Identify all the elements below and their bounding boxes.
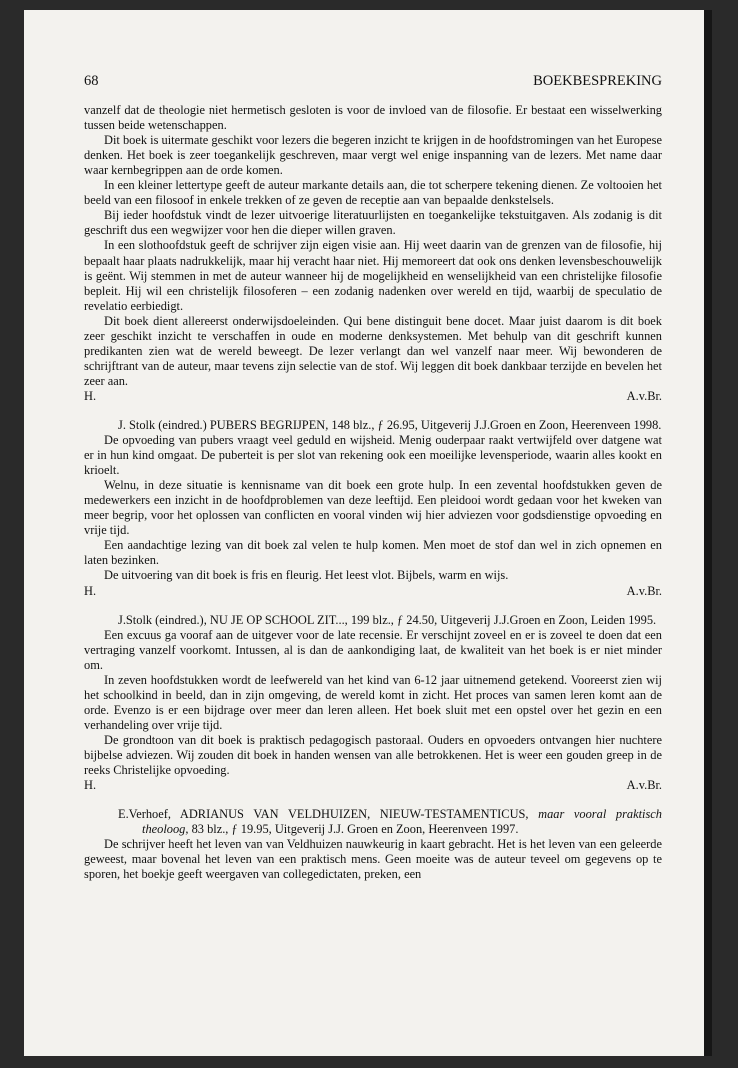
paragraph: Dit boek is uitermate geschikt voor lezers die begeren inzicht te krijgen in de hoofdstromingen van het Europese denken. Het boek is zeer toegankelijk geschreven, maar vergt wel enige inspanning van de lezers. Met name daar waar kernbegrippen aan de orde komen. [84, 133, 662, 178]
reviewer-name: A.v.Br. [626, 778, 662, 793]
review-signature [84, 389, 662, 404]
book-reference [84, 807, 662, 837]
review-signature [84, 778, 662, 793]
paragraph: vanzelf dat de theologie niet hermetisch gesloten is voor de invloed van de filosofie. Er bestaat een wisselwerking tussen beide wetenschappen. [84, 103, 662, 133]
reviewer-initial: H. [84, 388, 97, 403]
book-reference: J.Stolk (eindred.), NU JE OP SCHOOL ZIT..., 199 blz., ƒ 24.50, Uitgeverij J.J.Groen en Zoon, Leiden 1995. [118, 612, 657, 627]
paragraph: De uitvoering van dit boek is fris en fleurig. Het leest vlot. Bijbels, warm en wijs. [104, 568, 509, 583]
paragraph: De opvoeding van pubers vraagt veel geduld en wijsheid. Menig ouderpaar raakt vertwijfeld over datgene wat er in hun kind omgaat. De puberteit is per slot van rekening ook een moeilijke levensperiode, waarin alles kookt en krioelt. [84, 433, 662, 478]
reviewer-initial: H. [84, 778, 97, 793]
paragraph: De schrijver heeft het leven van van Veldhuizen nauwkeurig in kaart gebracht. Het is het leven van een geleerde geweest, maar bovenal het leven van een praktisch mens. Geen moeite was de auteur teveel om gegevens op te sporen, het boekje geeft weergaven van collegedictaten, preken, een [84, 837, 662, 882]
paragraph: In zeven hoofdstukken wordt de leefwereld van het kind van 6-12 jaar uitnemend getekend. Vooreerst zien wij het schoolkind in beeld, dan in zijn omgeving, de wereld komt in zicht. Het proces van samen leren komt aan de orde. Evenzo is er een bijdrage over meer dan leren alleen. Het boek sluit met een opstel over het gezin en een verhandeling over vrije tijd. [84, 672, 662, 732]
page-header [84, 74, 662, 89]
section-title: BOEKBESPREKING [533, 73, 662, 89]
paragraph: De grondtoon van dit boek is praktisch pedagogisch pastoraal. Ouders en opvoeders ontvangen hier nuchtere bijbelse adviezen. Wij zouden dit boek in handen wensen van alle betrokkenen. Het is weer een gouden greep in de reeks Christelijke opvoeding. [84, 732, 662, 778]
reference-rest: 83 blz., ƒ 19.95, Uitgeverij J.J. Groen en Zoon, Heerenveen 1997. [191, 822, 519, 837]
paragraph: In een kleiner lettertype geeft de auteur markante details aan, die tot scherpere tekening dienen. Ze voltooien het beeld van een filosoof in enkele trekken of ze geven de receptie aan van bepaalde denkstelsels. [84, 178, 662, 208]
page-number: 68 [84, 73, 99, 89]
page-content [84, 74, 662, 882]
reference-plain: E.Verhoef, ADRIANUS VAN VELDHUIZEN, NIEUW-TESTAMENTICUS, [118, 807, 529, 822]
paragraph: Een excuus ga vooraf aan de uitgever voor de late recensie. Er verschijnt zoveel en er is zoveel te doen dat een vertraging vanzelf voorkomt. Intussen, al is dan de aankondiging laat, de kwaliteit van het boek is er niet minder om. [84, 627, 662, 672]
reference-italic: maar vooral praktisch theoloog, [142, 807, 662, 837]
paragraph: Bij ieder hoofdstuk vindt de lezer uitvoerige literatuurlijsten en toegankelijke tekstuitgaven. Als zodanig is dit geschrift dus een wegwijzer voor hen die dieper willen graven. [84, 208, 662, 238]
paragraph: Een aandachtige lezing van dit boek zal velen te hulp komen. Men moet de stof dan wel in zich opnemen en laten bezinken. [84, 538, 662, 568]
reviewer-name: A.v.Br. [626, 583, 662, 598]
paragraph: In een slothoofdstuk geeft de schrijver zijn eigen visie aan. Hij weet daarin van de grenzen van de filosofie, hij bepaalt haar plaats nadrukkelijk, maar hij veracht haar niet. Hij memoreert dat ook ons denken levensbeschouwelijk is geënt. Wij stemmen in met de auteur wanneer hij de mogelijkheid en wenselijkheid van een christelijke filosofie bepleit. Hij wil een christelijk filosoferen – een zodanig nadenken over wereld en tijd, waarbij de speculatio de revelatio eerbiedigt. [84, 238, 662, 313]
review-signature [84, 584, 662, 599]
reviewer-name: A.v.Br. [626, 388, 662, 403]
document-page [24, 10, 712, 1056]
book-reference: J. Stolk (eindred.) PUBERS BEGRIJPEN, 148 blz., ƒ 26.95, Uitgeverij J.J.Groen en Zoon, Heerenveen 1998. [118, 417, 662, 432]
reviewer-initial: H. [84, 583, 97, 598]
paragraph: Welnu, in deze situatie is kennisname van dit boek een grote hulp. In een zevental hoofdstukken geven de medewerkers een inzicht in de hoofdproblemen van deze leeftijd. Een pleidooi wordt gedaan voor het kweken van meer begrip, voor het oplossen van conflicten en vooral vinden wij hier adviezen voor godsdienstige opvoeding en vrije tijd. [84, 478, 662, 538]
paragraph: Dit boek dient allereerst onderwijsdoeleinden. Qui bene distinguit bene docet. Maar juist daarom is dit boek zeer geschikt inzicht te verschaffen in oude en moderne denksystemen. Met behulp van dit geschrift kunnen predikanten zien wat de wereld beweegt. De lezer verlangt dan wel vanzelf naar meer. Wij bewonderen de schrijftrant van de auteur, maar tevens zijn selectie van de stof. Wij leggen dit boek dankbaar terzijde en bevelen het zeer aan. [84, 313, 662, 388]
